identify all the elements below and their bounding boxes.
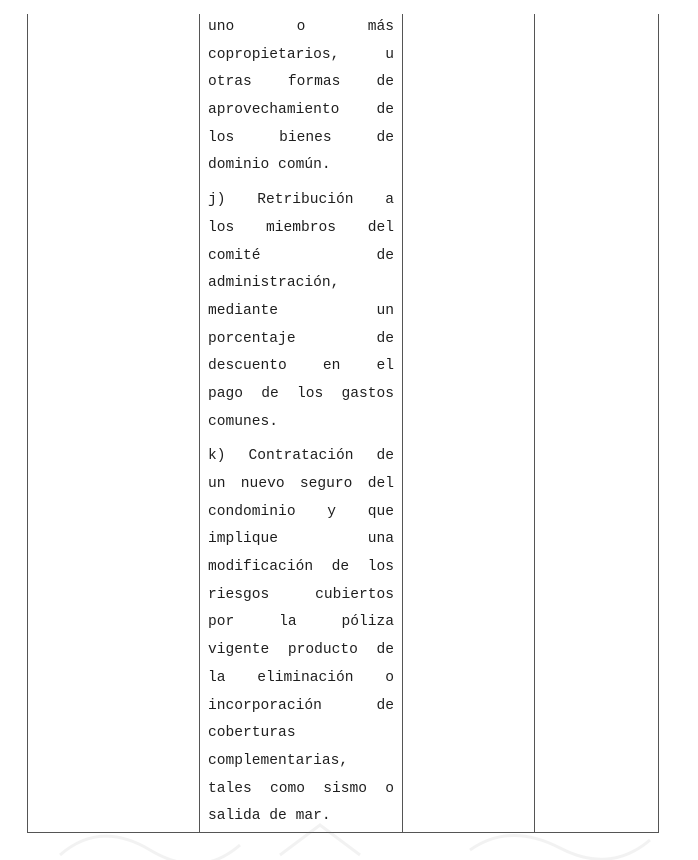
text-line: tales como sismo o [208, 780, 394, 797]
table-border-right [658, 14, 659, 832]
text-line: un nuevo seguro del [208, 476, 394, 492]
paragraph-item-j [208, 187, 394, 436]
text-line: comunes. [208, 413, 279, 430]
text-line: implique una [208, 531, 394, 548]
text-line: porcentaje de [208, 330, 394, 347]
text-line: comité de [208, 247, 394, 264]
table-border-left [27, 14, 28, 832]
text-line: uno o más [208, 19, 394, 35]
text-line: otras formas de [208, 74, 394, 91]
text-line: j) Retribución a [208, 192, 394, 209]
text-line: incorporación de [208, 697, 394, 714]
text-line: los bienes de [208, 129, 394, 146]
text-line: por la póliza [208, 614, 394, 631]
text-line: pago de los gastos [208, 385, 394, 402]
table-column-divider-2 [402, 14, 403, 832]
text-line: aprovechamiento de [208, 102, 394, 119]
text-line: administración, [208, 275, 340, 292]
paragraph-item-k [208, 443, 394, 831]
text-line: los miembros del [208, 219, 394, 236]
table-column-divider-3 [534, 14, 535, 832]
text-line: riesgos cubiertos [208, 586, 394, 603]
text-line: vigente producto de [208, 642, 394, 659]
text-line: complementarias, [208, 752, 349, 769]
text-line: mediante un [208, 302, 394, 319]
paragraph-continuation [208, 14, 394, 180]
table-column-divider-1 [199, 14, 200, 832]
text-line: descuento en el [208, 358, 394, 375]
faint-watermark-graphic [40, 800, 680, 860]
text-line: modificación de los [208, 559, 394, 576]
table-cell-text [208, 14, 394, 831]
text-line: copropietarios, u [208, 46, 394, 63]
text-line: condominio y que [208, 503, 394, 520]
text-line: dominio común. [208, 157, 331, 174]
text-line: k) Contratación de [208, 448, 394, 465]
text-line: la eliminación o [208, 669, 394, 686]
text-line: salida de mar. [208, 808, 331, 825]
text-line: coberturas [208, 725, 296, 742]
